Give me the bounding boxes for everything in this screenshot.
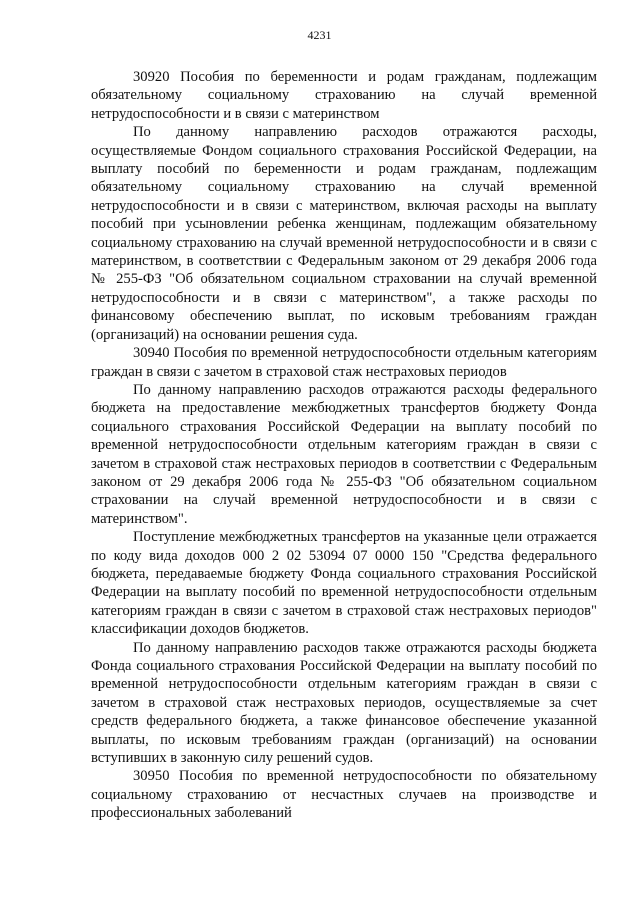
document-body [91, 68, 597, 823]
section-heading-30940: 30940 Пособия по временной нетрудоспособности отдельным категориям граждан в связи с зачетом в страховой стаж нестраховых периодов [91, 345, 597, 380]
paragraph-30920-description: По данному направлению расходов отражаются расходы, осуществляемые Фондом социального страхования Российской Федерации, на выплату пособий по беременности и родам гражданам, подлежащим обязательному социальному страхованию на случай временной нетрудоспособности и в связи с материнством, включая расходы на выплату пособий при усыновлении ребенка женщинам, подлежащим обязательному социальному страхованию на случай временной нетрудоспособности и в связи с материнством, в соответствии с Федеральным законом от 29 декабря 2006 года № 255-ФЗ "Об обязательном социальном страховании на случай временной нетрудоспособности и в связи с материнством", а также расходы по финансовому обеспечению выплат, по исковым требованиям граждан (организаций) на основании решения суда. [91, 124, 597, 343]
page-number: 4231 [307, 28, 332, 42]
section-heading-30920: 30920 Пособия по беременности и родам гражданам, подлежащим обязательному социальному страхованию на случай временной нетрудоспособности и в связи с материнством [91, 69, 597, 122]
section-heading-30950: 30950 Пособия по временной нетрудоспособности по обязательному социальному страхованию от несчастных случаев на производстве и профессиональных заболеваний [91, 768, 597, 822]
paragraph-30940-transfers: Поступление межбюджетных трансфертов на указанные цели отражается по коду вида доходов 000 2 02 53094 07 0000 150 "Средства федерального бюджета, передаваемые бюджету Фонда социального страхования Российской Федерации на выплату пособий по временной нетрудоспособности отдельным категориям граждан в связи с зачетом в страховой стаж нестраховых периодов" классификации доходов бюджетов. [91, 529, 597, 638]
paragraph-30940-description: По данному направлению расходов отражаются расходы федерального бюджета на предоставление межбюджетных трансфертов бюджету Фонда социального страхования Российской Федерации на выплату пособий по временной нетрудоспособности отдельным категориям граждан в связи с зачетом в страховой стаж нестраховых периодов в соответствии с Федеральным законом от 29 декабря 2006 года № 255-ФЗ "Об обязательном социальном страховании на случай временной нетрудоспособности и в связи с материнством". [91, 381, 597, 527]
paragraph-30940-fund-expenses: По данному направлению расходов также отражаются расходы бюджета Фонда социального страхования Российской Федерации на выплату пособий по временной нетрудоспособности отдельным категориям граждан в связи с зачетом в страховой стаж нестраховых периодов, осуществляемые за счет средств федерального бюджета, а также финансовое обеспечение указанной выплаты, по исковым требованиям граждан (организаций) на основании вступивших в законную силу решений судов. [91, 639, 597, 767]
